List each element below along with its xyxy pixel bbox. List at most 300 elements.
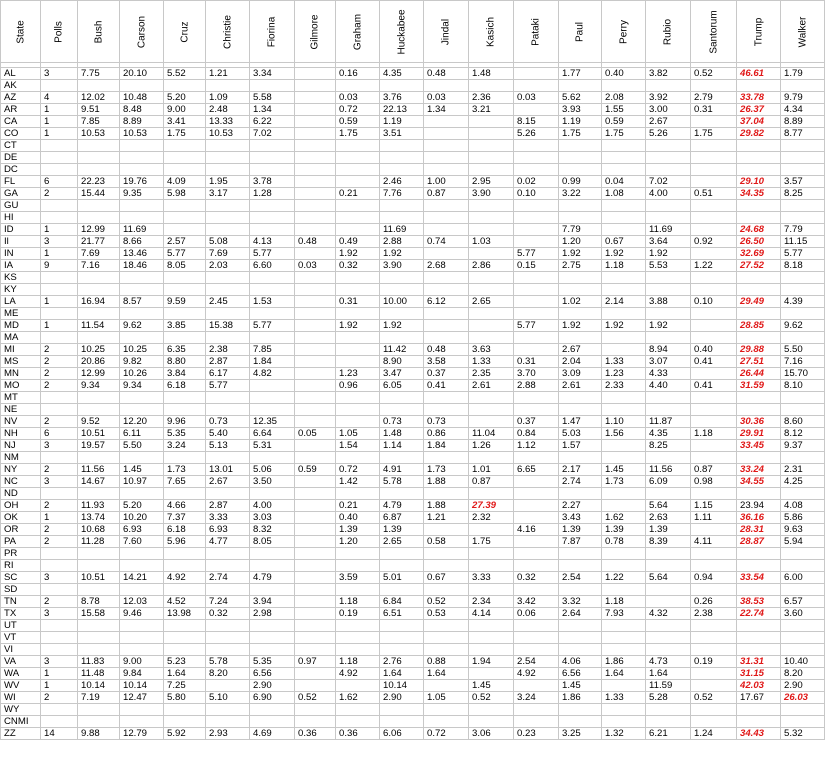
value-cell [336,308,380,320]
column-header-bush [78,1,120,63]
value-cell: 6.51 [380,608,424,620]
value-cell [78,284,120,296]
value-cell [737,704,781,716]
value-cell: 0.37 [424,368,469,380]
table-row [1,200,825,212]
value-cell: 1.79 [781,68,825,80]
value-cell: 8.05 [164,260,206,272]
value-cell [514,704,559,716]
value-cell: 11.04 [469,428,514,440]
value-cell [602,452,646,464]
polls-cell: 2 [41,380,78,392]
value-cell: 1.15 [691,500,737,512]
value-cell: 2.67 [206,476,250,488]
value-cell: 0.36 [295,728,336,740]
value-cell: 6.93 [206,524,250,536]
value-cell: 3.41 [164,116,206,128]
state-cell: NM [1,452,41,464]
value-cell [164,284,206,296]
value-cell [424,164,469,176]
value-cell: 0.59 [602,116,646,128]
value-cell: 0.41 [691,356,737,368]
value-cell [646,284,691,296]
value-cell: 5.35 [250,656,295,668]
value-cell: 33.24 [737,464,781,476]
value-cell: 2.33 [602,380,646,392]
value-cell: 1.95 [206,176,250,188]
value-cell: 26.37 [737,104,781,116]
value-cell: 1.64 [602,668,646,680]
value-cell [78,704,120,716]
value-cell: 1.92 [336,320,380,332]
table-row [1,512,825,524]
column-header-label: Kasich [485,16,497,47]
value-cell: 6.90 [250,692,295,704]
value-cell [424,128,469,140]
value-cell [737,584,781,596]
value-cell: 2.38 [206,344,250,356]
value-cell: 15.38 [206,320,250,332]
value-cell: 11.69 [380,224,424,236]
value-cell [250,704,295,716]
value-cell: 1.45 [559,680,602,692]
value-cell: 2.68 [424,260,469,272]
value-cell [78,200,120,212]
value-cell: 6.84 [380,596,424,608]
value-cell [120,584,164,596]
value-cell [295,680,336,692]
value-cell [691,452,737,464]
value-cell: 0.73 [424,416,469,428]
value-cell: 3.94 [250,596,295,608]
value-cell [250,560,295,572]
value-cell: 9.00 [164,104,206,116]
polls-cell: 14 [41,728,78,740]
value-cell: 7.85 [78,116,120,128]
value-cell [336,164,380,176]
value-cell [559,404,602,416]
value-cell: 8.32 [250,524,295,536]
polls-cell: 1 [41,248,78,260]
value-cell [295,80,336,92]
value-cell: 2.86 [469,260,514,272]
value-cell: 3.60 [781,608,825,620]
value-cell: 0.96 [336,380,380,392]
column-header-polls [41,1,78,63]
value-cell: 11.83 [78,656,120,668]
value-cell: 11.48 [78,668,120,680]
value-cell: 7.87 [559,536,602,548]
value-cell [295,440,336,452]
value-cell: 4.40 [646,380,691,392]
polls-cell [41,140,78,152]
value-cell: 6.18 [164,380,206,392]
value-cell: 15.58 [78,608,120,620]
value-cell: 1.32 [602,728,646,740]
value-cell [380,548,424,560]
value-cell [737,80,781,92]
value-cell [469,488,514,500]
value-cell: 11.56 [78,464,120,476]
value-cell [424,80,469,92]
state-cell: DC [1,164,41,176]
polls-cell [41,560,78,572]
value-cell [336,200,380,212]
value-cell [469,452,514,464]
value-cell: 1.48 [469,68,514,80]
value-cell [514,512,559,524]
value-cell: 19.76 [120,176,164,188]
value-cell [469,212,514,224]
value-cell: 8.90 [380,356,424,368]
value-cell [120,164,164,176]
state-cell: MO [1,380,41,392]
value-cell [514,548,559,560]
value-cell: 4.16 [514,524,559,536]
value-cell [559,644,602,656]
value-cell [164,620,206,632]
value-cell: 4.79 [380,500,424,512]
column-header-state [1,1,41,63]
value-cell [646,596,691,608]
value-cell: 10.53 [78,128,120,140]
polls-cell: 1 [41,116,78,128]
value-cell: 8.25 [646,440,691,452]
value-cell [295,500,336,512]
value-cell [295,152,336,164]
value-cell: 0.94 [691,572,737,584]
state-cell: IA [1,260,41,272]
value-cell [295,584,336,596]
value-cell [781,404,825,416]
value-cell: 2.35 [469,368,514,380]
value-cell [78,272,120,284]
value-cell [602,200,646,212]
value-cell: 8.20 [206,668,250,680]
column-header-perry [602,1,646,63]
value-cell [646,620,691,632]
value-cell [380,332,424,344]
table-row [1,80,825,92]
value-cell [206,632,250,644]
value-cell [646,200,691,212]
value-cell: 4.34 [781,104,825,116]
value-cell: 7.69 [78,248,120,260]
value-cell [380,716,424,728]
value-cell: 10.25 [120,344,164,356]
value-cell: 1.94 [469,656,514,668]
value-cell [781,140,825,152]
value-cell: 4.13 [250,236,295,248]
state-cell: PR [1,548,41,560]
value-cell [514,644,559,656]
value-cell [206,716,250,728]
value-cell [380,212,424,224]
state-cell: MI [1,344,41,356]
value-cell [469,524,514,536]
value-cell: 9.62 [781,320,825,332]
table-row [1,212,825,224]
value-cell [120,488,164,500]
value-cell: 7.16 [78,260,120,272]
value-cell: 2.34 [469,596,514,608]
value-cell [469,164,514,176]
column-header-santorum [691,1,737,63]
value-cell [78,140,120,152]
value-cell: 6.18 [164,524,206,536]
value-cell [78,620,120,632]
value-cell: 1.47 [559,416,602,428]
value-cell [336,212,380,224]
polls-cell [41,200,78,212]
value-cell [514,344,559,356]
table-row [1,104,825,116]
table-body [1,63,825,740]
value-cell: 22.13 [380,104,424,116]
value-cell: 12.02 [78,92,120,104]
value-cell: 6.00 [781,572,825,584]
value-cell: 0.78 [602,536,646,548]
value-cell [206,560,250,572]
value-cell: 2.64 [559,608,602,620]
value-cell [691,404,737,416]
value-cell [206,332,250,344]
value-cell [781,716,825,728]
value-cell [781,584,825,596]
value-cell: 0.52 [469,692,514,704]
value-cell [336,548,380,560]
value-cell [691,212,737,224]
column-header-label: Polls [53,20,65,43]
value-cell: 0.10 [514,188,559,200]
state-cell: OR [1,524,41,536]
value-cell: 26.44 [737,368,781,380]
value-cell [424,644,469,656]
value-cell [602,632,646,644]
value-cell [559,272,602,284]
value-cell [380,704,424,716]
value-cell [781,644,825,656]
value-cell: 42.03 [737,680,781,692]
value-cell [250,140,295,152]
value-cell [424,548,469,560]
state-cell: TN [1,596,41,608]
table-row [1,320,825,332]
value-cell [602,500,646,512]
value-cell [424,524,469,536]
state-cell: CO [1,128,41,140]
state-cell: WY [1,704,41,716]
value-cell [295,392,336,404]
value-cell: 1.18 [602,260,646,272]
value-cell [206,620,250,632]
value-cell [469,560,514,572]
value-cell [602,404,646,416]
value-cell [424,320,469,332]
value-cell [424,392,469,404]
polls-cell: 2 [41,356,78,368]
state-cell: CNMI [1,716,41,728]
value-cell: 1.08 [602,188,646,200]
value-cell: 7.19 [78,692,120,704]
value-cell [737,620,781,632]
polls-cell: 3 [41,656,78,668]
value-cell: 1.33 [602,692,646,704]
value-cell [164,80,206,92]
value-cell [559,140,602,152]
value-cell: 1.55 [602,104,646,116]
value-cell: 6.35 [164,344,206,356]
table-row [1,140,825,152]
value-cell: 12.35 [250,416,295,428]
polls-cell: 2 [41,368,78,380]
value-cell: 1.28 [250,188,295,200]
value-cell: 3.06 [469,728,514,740]
value-cell: 5.96 [164,536,206,548]
value-cell [336,680,380,692]
value-cell [691,164,737,176]
value-cell: 3.70 [514,368,559,380]
state-cell: FL [1,176,41,188]
state-cell: SC [1,572,41,584]
value-cell: 12.03 [120,596,164,608]
value-cell: 8.77 [781,128,825,140]
state-cell: ND [1,488,41,500]
value-cell [336,452,380,464]
value-cell [781,620,825,632]
value-cell: 8.39 [646,536,691,548]
value-cell [380,152,424,164]
value-cell [295,524,336,536]
value-cell [781,272,825,284]
value-cell [602,440,646,452]
value-cell: 5.58 [250,92,295,104]
value-cell: 4.09 [164,176,206,188]
value-cell: 31.59 [737,380,781,392]
value-cell: 1.53 [250,296,295,308]
value-cell: 1.14 [380,440,424,452]
value-cell [206,140,250,152]
value-cell: 2.79 [691,92,737,104]
value-cell [295,164,336,176]
value-cell: 5.78 [206,656,250,668]
value-cell: 20.10 [120,68,164,80]
value-cell [469,620,514,632]
value-cell: 2.04 [559,356,602,368]
value-cell: 1.54 [336,440,380,452]
column-header-label: Paul [574,21,586,42]
value-cell: 5.92 [164,728,206,740]
value-cell [206,284,250,296]
value-cell [646,140,691,152]
value-cell: 8.48 [120,104,164,116]
value-cell [469,668,514,680]
value-cell [336,704,380,716]
table-row [1,632,825,644]
value-cell: 0.31 [691,104,737,116]
value-cell [514,560,559,572]
state-cell: VT [1,632,41,644]
value-cell: 0.03 [295,260,336,272]
value-cell [206,404,250,416]
value-cell [206,224,250,236]
value-cell: 8.10 [781,380,825,392]
value-cell: 1.92 [646,320,691,332]
value-cell: 8.66 [120,236,164,248]
value-cell [380,140,424,152]
value-cell [514,284,559,296]
value-cell [164,224,206,236]
table-row [1,308,825,320]
value-cell: 1.75 [559,128,602,140]
value-cell [691,368,737,380]
value-cell: 0.05 [295,428,336,440]
value-cell: 1.92 [602,320,646,332]
value-cell [559,284,602,296]
value-cell [120,560,164,572]
table-row [1,644,825,656]
value-cell [250,548,295,560]
value-cell [646,644,691,656]
polls-cell: 3 [41,572,78,584]
table-row [1,524,825,536]
value-cell [602,716,646,728]
value-cell [514,68,559,80]
value-cell [602,392,646,404]
value-cell: 4.92 [514,668,559,680]
value-cell: 1.92 [336,248,380,260]
value-cell: 1.84 [250,356,295,368]
value-cell [295,452,336,464]
value-cell: 2.45 [206,296,250,308]
table-row [1,152,825,164]
value-cell [514,224,559,236]
value-cell [781,452,825,464]
value-cell: 5.94 [781,536,825,548]
value-cell: 14.67 [78,476,120,488]
value-cell [781,152,825,164]
value-cell [646,452,691,464]
value-cell [120,620,164,632]
value-cell [336,284,380,296]
value-cell: 4.32 [646,608,691,620]
value-cell [336,416,380,428]
polls-cell: 2 [41,416,78,428]
value-cell [737,452,781,464]
value-cell [737,308,781,320]
polls-cell [41,488,78,500]
column-header-cruz [164,1,206,63]
value-cell: 3.42 [514,596,559,608]
value-cell [424,584,469,596]
value-cell [646,704,691,716]
table-row [1,380,825,392]
value-cell [737,200,781,212]
value-cell [336,644,380,656]
value-cell [559,584,602,596]
value-cell: 1.19 [380,116,424,128]
value-cell: 0.67 [424,572,469,584]
value-cell [737,488,781,500]
value-cell: 5.77 [250,320,295,332]
state-cell: NH [1,428,41,440]
column-header-label: State [15,19,26,44]
state-cell: VI [1,644,41,656]
table-row [1,596,825,608]
value-cell: 1.26 [469,440,514,452]
value-cell: 1.45 [120,464,164,476]
value-cell: 1.39 [646,524,691,536]
